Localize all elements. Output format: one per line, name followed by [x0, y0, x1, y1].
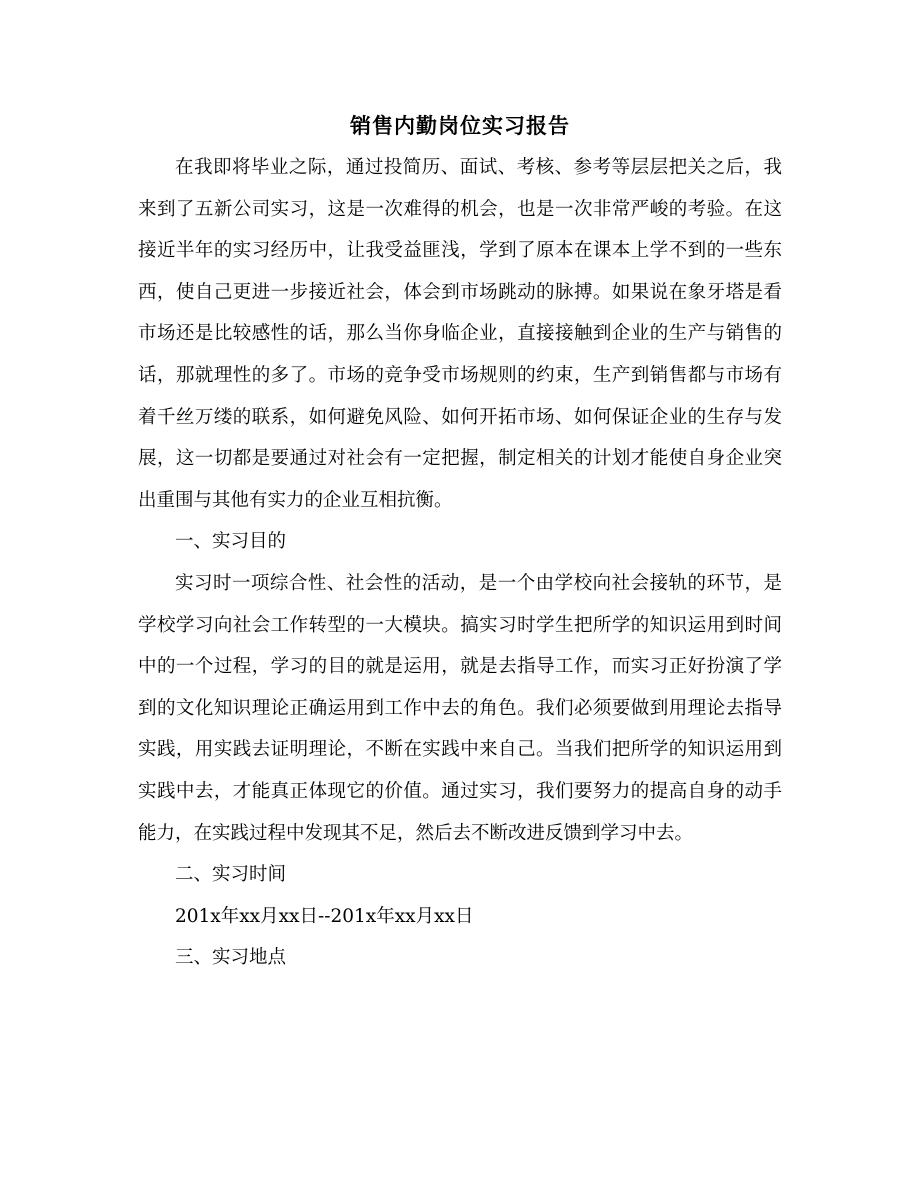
- document-body: [138, 147, 782, 979]
- purpose-paragraph: 实习时一项综合性、社会性的活动，是一个由学校向社会接轨的环节，是学校学习向社会工作转型的一大模块。搞实习时学生把所学的知识运用到时间中的一个过程，学习的目的就是运用，就是去指导工作，而实习正好扮演了学到的文化知识理论正确运用到工作中去的角色。我们必须要做到用理论去指导实践，用实践去证明理论，不断在实践中来自己。当我们把所学的知识运用到实践中去，才能真正体现它的价值。通过实习，我们要努力的提高自身的动手能力，在实践过程中发现其不足，然后去不断改进反馈到学习中去。: [138, 572, 782, 844]
- time-paragraph: 201x年xx月xx日--201x年xx月xx日: [175, 905, 474, 927]
- section-heading-location: 三、实习地点: [175, 947, 287, 969]
- intro-paragraph: 在我即将毕业之际，通过投简历、面试、考核、参考等层层把关之后，我来到了五新公司实习，这是一次难得的机会，也是一次非常严峻的考验。在这接近半年的实习经历中，让我受益匪浅，学到了原本在课本上学不到的一些东西，使自己更进一步接近社会，体会到市场跳动的脉搏。如果说在象牙塔是看市场还是比较感性的话，那么当你身临企业，直接接触到企业的生产与销售的话，那就理性的多了。市场的竞争受市场规则的约束，生产到销售都与市场有着千丝万缕的联系，如何避免风险、如何开拓市场、如何保证企业的生存与发展，这一切都是要通过对社会有一定把握，制定相关的计划才能使自身企业突出重围与其他有实力的企业互相抗衡。: [138, 157, 782, 511]
- document-title: 销售内勤岗位实习报告: [350, 113, 570, 138]
- section-heading-time: 二、实习时间: [175, 864, 287, 886]
- section-heading-purpose: 一、实习目的: [175, 531, 287, 553]
